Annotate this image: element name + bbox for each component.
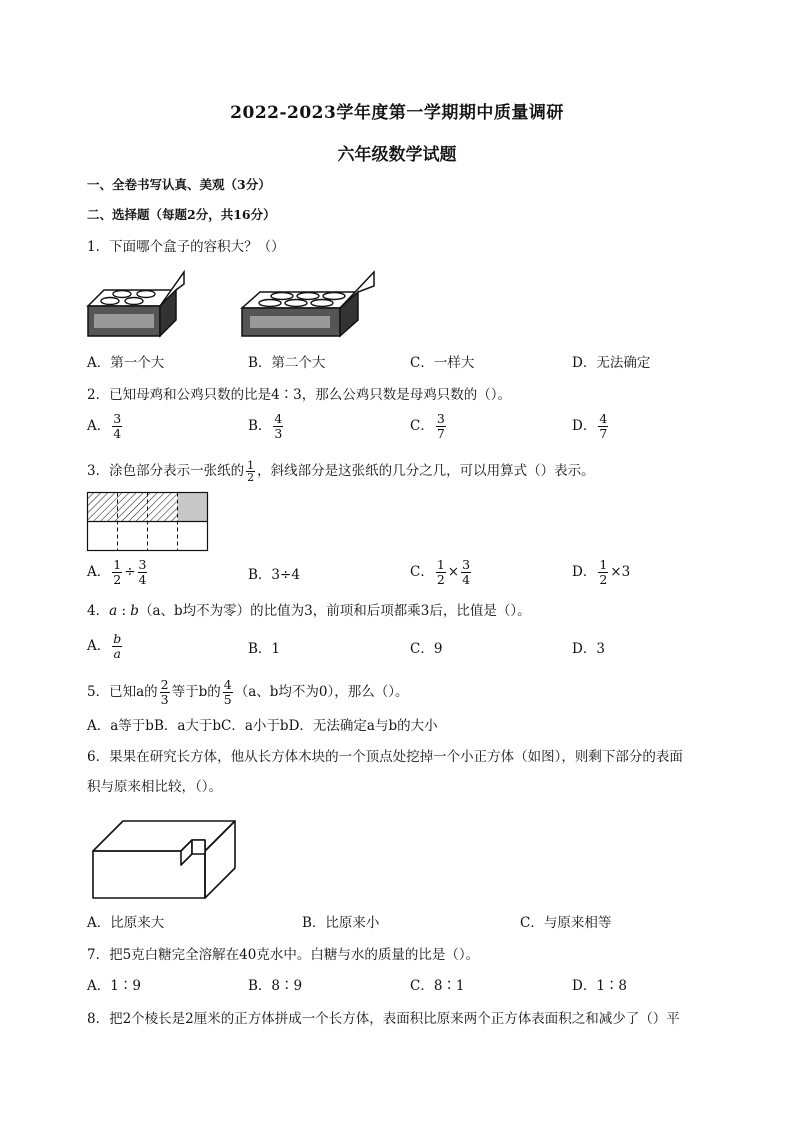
q4-option-a-fraction xyxy=(112,632,122,661)
q3-option-c-operator: × xyxy=(447,564,460,580)
q2-option-c xyxy=(410,412,448,441)
q2-option-a xyxy=(87,412,124,441)
q5-options: A．a等于bB．a大于bC．a小于bD．无法确定a与b的大小 xyxy=(87,718,438,734)
denominator: 4 xyxy=(113,426,122,441)
denominator: 2 xyxy=(247,471,255,484)
q8-stem: 8．把2个棱长是2厘米的正方体拼成一个长方体，表面积比原来两个正方体表面积之和减少了（）平 xyxy=(87,1011,680,1027)
q3-option-a xyxy=(87,558,149,587)
section-one-heading: 一、全卷书写认真、美观（3分） xyxy=(87,177,271,192)
q3-stem-pre: 3．涂色部分表示一张纸的 xyxy=(87,463,245,479)
q1-option-a: A．第一个大 xyxy=(87,355,165,371)
q4-number: 4． xyxy=(87,603,110,619)
denominator: 2 xyxy=(599,572,608,587)
page-title: 2022-2023学年度第一学期期中质量调研 xyxy=(230,103,564,123)
q5-stem xyxy=(87,678,408,707)
q4-stem-post: （a、b均不为零）的比值为3，前项和后项都乘3后，比值是（）。 xyxy=(138,603,531,619)
numerator: 1 xyxy=(436,557,445,572)
q4-var-b: b xyxy=(130,603,139,619)
q3-stem-post: ，斜线部分是这张纸的几分之几，可以用算式（）表示。 xyxy=(257,463,595,479)
denominator: 2 xyxy=(113,572,122,587)
q2-option-b xyxy=(248,412,285,441)
page-subtitle: 六年级数学试题 xyxy=(337,145,457,165)
q2-option-b-fraction xyxy=(273,412,283,441)
q3-option-d-post: ×3 xyxy=(610,564,631,580)
q2-option-c-label: C． xyxy=(410,418,434,434)
q4-option-c: C．9 xyxy=(410,641,443,657)
q6-option-b: B．比原来小 xyxy=(302,915,380,931)
q3-option-a-fraction-2 xyxy=(138,558,148,587)
denominator: 2 xyxy=(436,572,445,587)
q4-option-a-label: A． xyxy=(87,638,111,654)
q3-option-d-fraction xyxy=(598,558,608,587)
numerator: 1 xyxy=(113,557,122,572)
q3-stem-fraction xyxy=(246,460,255,483)
q1-option-d: D．无法确定 xyxy=(572,355,651,371)
q3-paper-diagram xyxy=(87,492,209,552)
denominator: 4 xyxy=(462,572,471,587)
numerator: 4 xyxy=(599,411,608,426)
q5-fraction-1 xyxy=(160,678,170,707)
q2-option-a-label: A． xyxy=(87,418,111,434)
q3-option-c xyxy=(410,558,473,587)
q7-option-d: D．1∶8 xyxy=(572,978,628,994)
q6-stem-line-2: 积与原来相比较，（）。 xyxy=(87,779,222,795)
q4-option-b: B．1 xyxy=(248,641,281,657)
q3-stem xyxy=(87,460,595,483)
q3-option-a-label: A． xyxy=(87,564,111,580)
q2-option-a-fraction xyxy=(112,412,122,441)
numerator: 1 xyxy=(247,459,255,472)
q1-stem: 1．下面哪个盒子的容积大？（） xyxy=(87,239,285,255)
q4-var-a: a xyxy=(109,603,118,619)
q3-option-c-fraction-2 xyxy=(461,558,471,587)
q4-colon: : xyxy=(117,603,131,619)
denominator: 7 xyxy=(436,426,445,441)
numerator: b xyxy=(113,631,122,646)
numerator: 3 xyxy=(113,411,122,426)
q3-option-d-label: D． xyxy=(572,564,597,580)
q3-option-d xyxy=(572,558,630,587)
q7-stem: 7．把5克白糖完全溶解在40克水中。白糖与水的质量的比是（）。 xyxy=(87,947,480,963)
q7-option-a: A．1∶9 xyxy=(87,978,141,994)
q3-option-b: B．3÷4 xyxy=(248,567,300,583)
denominator: 4 xyxy=(138,572,147,587)
denominator: a xyxy=(113,646,121,661)
q4-option-d: D．3 xyxy=(572,641,605,657)
q1-box-two-image xyxy=(240,270,376,342)
numerator: 3 xyxy=(462,557,471,572)
q5-stem-post: （a、b均不为0），那么（）。 xyxy=(234,684,409,700)
q4-option-a xyxy=(87,632,124,661)
q3-option-a-fraction-1 xyxy=(112,558,122,587)
q6-stem-line-1: 6．果果在研究长方体，他从长方体木块的一个顶点处挖掉一个小正方体（如图），则剩下部分的表面 xyxy=(87,749,683,765)
numerator: 3 xyxy=(436,411,445,426)
q2-option-d-label: D． xyxy=(572,418,597,434)
numerator: 4 xyxy=(223,677,232,692)
numerator: 1 xyxy=(599,557,608,572)
q4-stem xyxy=(87,602,531,620)
q2-stem: 2．已知母鸡和公鸡只数的比是4∶3，那么公鸡只数是母鸡只数的（）。 xyxy=(87,387,512,403)
q7-option-c: C．8∶1 xyxy=(410,978,465,994)
numerator: 2 xyxy=(160,677,169,692)
q2-option-d-fraction xyxy=(598,412,608,441)
numerator: 3 xyxy=(138,557,147,572)
denominator: 3 xyxy=(274,426,283,441)
q7-option-b: B．8∶9 xyxy=(248,978,303,994)
q2-option-d xyxy=(572,412,610,441)
denominator: 3 xyxy=(160,692,169,707)
q5-stem-mid: 等于b的 xyxy=(171,684,221,700)
q6-cuboid-diagram xyxy=(92,818,242,902)
denominator: 7 xyxy=(599,426,608,441)
q5-fraction-2 xyxy=(223,678,233,707)
numerator: 4 xyxy=(274,411,283,426)
q2-option-c-fraction xyxy=(436,412,446,441)
q1-box-one-image xyxy=(86,270,186,342)
q3-option-a-operator: ÷ xyxy=(124,564,136,580)
q3-option-c-fraction-1 xyxy=(436,558,446,587)
q6-option-a: A．比原来大 xyxy=(87,915,165,931)
q5-stem-pre: 5．已知a的 xyxy=(87,684,158,700)
section-two-heading: 二、选择题（每题2分，共16分） xyxy=(87,207,276,222)
q1-option-c: C．一样大 xyxy=(410,355,475,371)
denominator: 5 xyxy=(223,692,232,707)
q1-option-b: B．第二个大 xyxy=(248,355,326,371)
q3-option-c-label: C． xyxy=(410,564,434,580)
q2-option-b-label: B． xyxy=(248,418,272,434)
q6-option-c: C．与原来相等 xyxy=(520,915,612,931)
